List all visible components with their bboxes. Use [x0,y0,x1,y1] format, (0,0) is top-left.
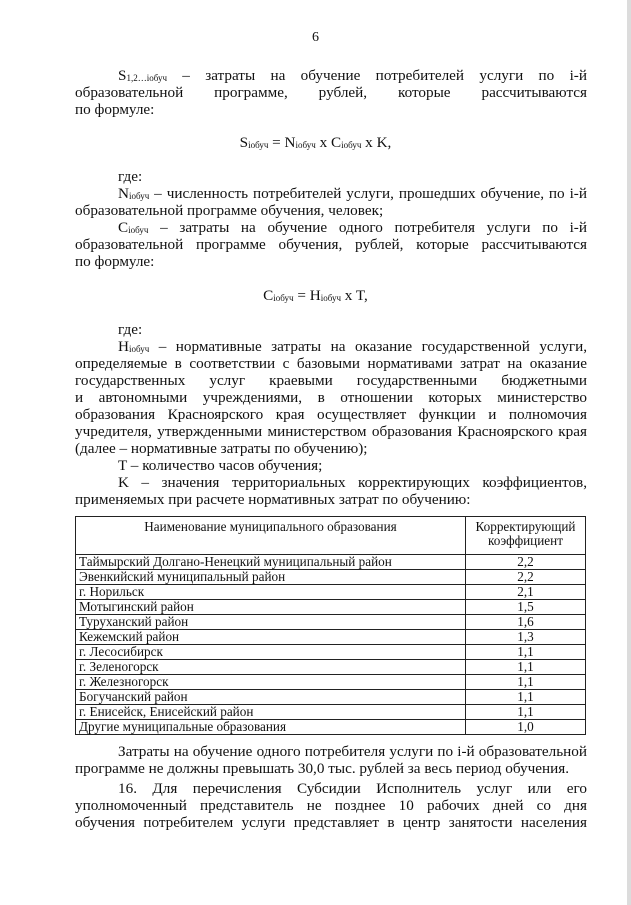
text-line: образовательной программе, рублей, которые рассчитываются [75,84,587,101]
table-row [76,585,586,600]
cell-coefficient: 2,1 [466,585,586,600]
text-line: государственных услуг краевыми государственными бюджетными [75,372,587,389]
table-row [76,645,586,660]
cell-coefficient: 2,2 [466,555,586,570]
cell-municipality: г. Лесосибирск [76,645,466,660]
cell-coefficient: 1,1 [466,645,586,660]
cell-coefficient: 2,2 [466,570,586,585]
cell-municipality: Богучанский район [76,690,466,705]
cell-coefficient: 1,5 [466,600,586,615]
text-line: по формуле: [75,253,155,270]
table-row [76,660,586,675]
table-row [76,600,586,615]
text-line: $C_{iобуч}$ – затраты на обучение одного потребителя услуги по i-й [118,219,587,236]
text-line: определяемые в соответствии с базовыми нормативами затрат на оказание [75,355,587,372]
text-line: $N_{iобуч}$ – численность потребителей услуги, прошедших обучение, по i-й [118,185,587,202]
table-row [76,570,586,585]
cell-municipality: Мотыгинский район [76,600,466,615]
cell-municipality: г. Норильск [76,585,466,600]
table-row [76,705,586,720]
cell-coefficient: 1,1 [466,660,586,675]
scan-edge [627,0,631,905]
text-line: образовательной программе обучения, человек; [75,202,384,219]
text-line: программе не должны превышать 30,0 тыс. рублей за весь период обучения. [75,760,570,777]
text-line: применяемых при расчете нормативных затрат по обучению: [75,491,471,508]
coefficients-table [75,516,586,735]
cell-coefficient: 1,6 [466,615,586,630]
table-row [76,630,586,645]
cell-municipality: г. Зеленогорск [76,660,466,675]
formula-c: $C_{iобуч} = H_{iобуч}$ x T, [263,287,368,304]
cell-municipality: г. Енисейск, Енисейский район [76,705,466,720]
text-line: Затраты на обучение одного потребителя услуги по i-й образовательной [118,743,587,760]
cell-coefficient: 1,3 [466,630,586,645]
text-line: T – количество часов обучения; [118,457,323,474]
text-line: образовательной программе обучения, рублей, которые рассчитываются [75,236,587,253]
text-line: 16. Для перечисления Субсидии Исполнитель услуг или его [118,780,587,797]
cell-coefficient: 1,0 [466,720,586,735]
text-line: образования Красноярского края осуществляет функции и полномочия [75,406,587,423]
cell-municipality: Таймырский Долгано-Ненецкий муниципальный район [76,555,466,570]
cell-municipality: Кежемский район [76,630,466,645]
text-line: учредителя, утвержденными министерством образования Красноярского края [75,423,587,440]
cell-municipality: г. Железногорск [76,675,466,690]
table-header-row [76,517,586,555]
text-line: K – значения территориальных корректирующих коэффициентов, [118,474,587,491]
page-number: 6 [312,30,319,45]
header-municipality: Наименование муниципального образования [76,517,466,555]
cell-municipality: Другие муниципальные образования [76,720,466,735]
text-line: где: [118,168,143,185]
text-line: (далее – нормативные затраты по обучению); [75,440,368,457]
text-line: уполномоченный представитель не позднее 10 рабочих дней со дня [75,797,587,814]
table-row [76,615,586,630]
table-row [76,675,586,690]
cell-municipality: Туруханский район [76,615,466,630]
header-coefficient: Корректирующий коэффициент [466,517,586,555]
text-line: $H_{iобуч}$ – нормативные затраты на оказание государственной услуги, [118,338,587,355]
cell-municipality: Эвенкийский муниципальный район [76,570,466,585]
text-line: обучения потребителем услуги представляет в центр занятости населения [75,814,587,831]
text-line: где: [118,321,143,338]
text-line: и автономными учреждениями, в отношении которых министерство [75,389,587,406]
table-row [76,690,586,705]
cell-coefficient: 1,1 [466,705,586,720]
cell-coefficient: 1,1 [466,675,586,690]
cell-coefficient: 1,1 [466,690,586,705]
table-row [76,720,586,735]
table-row [76,555,586,570]
text-line: по формуле: [75,101,155,118]
formula-s: $S_{iобуч} = N_{iобуч}$ x $C_{iобуч}$ x K, [239,134,392,151]
text-line: $S_{1,2\dots iобуч}$ – затраты на обучение потребителей услуги по i-й [118,67,587,84]
